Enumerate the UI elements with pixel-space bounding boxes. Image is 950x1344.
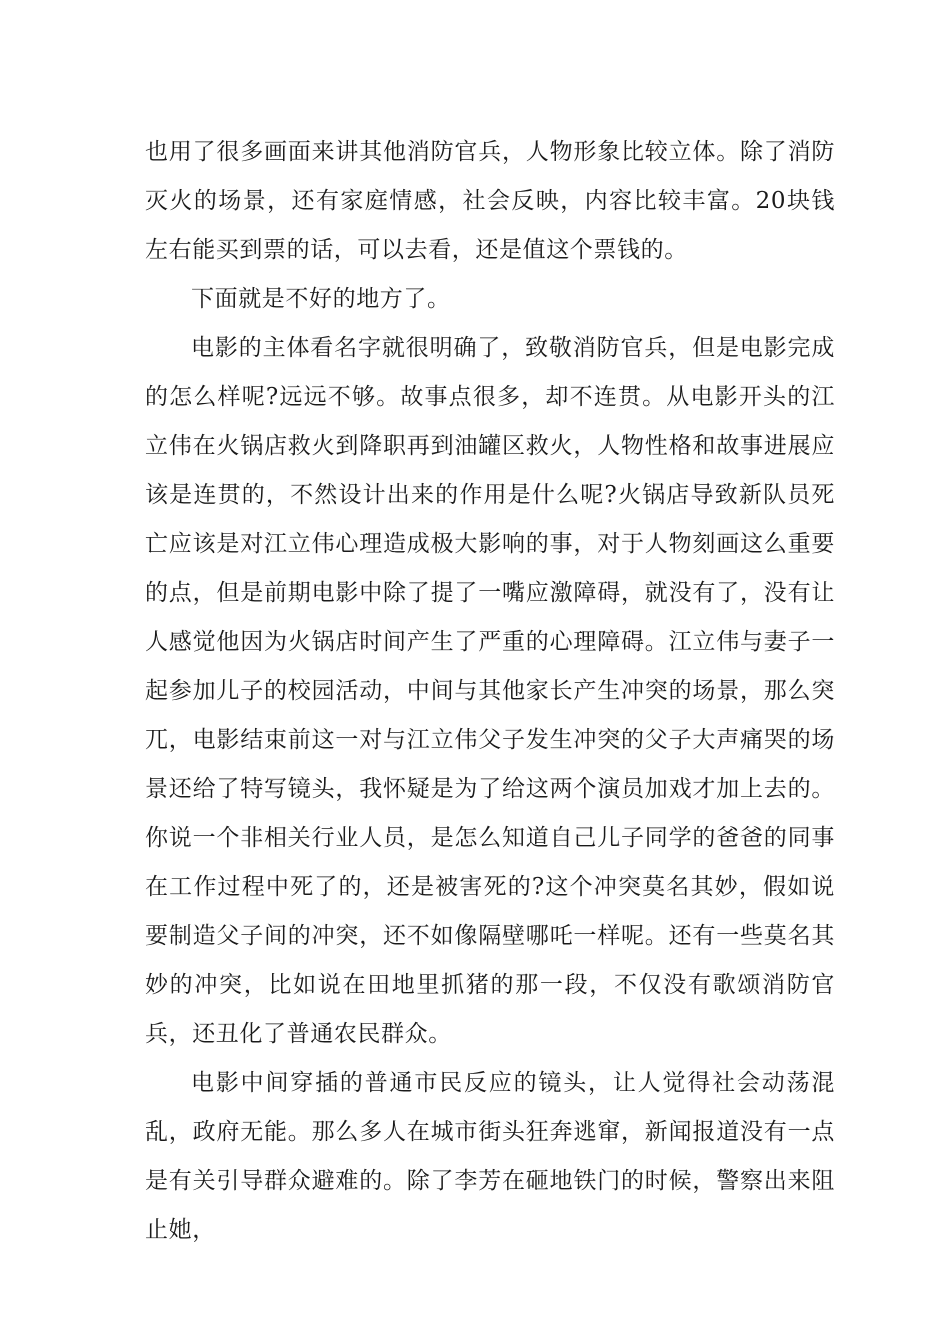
- paragraph: 电影中间穿插的普通市民反应的镜头，让人觉得社会动荡混乱，政府无能。那么多人在城市街头狂奔逃窜，新闻报道没有一点是有关引导群众避难的。除了李芳在砸地铁门的时候，警察出来阻止她，: [145, 1070, 835, 1243]
- paragraph: 下面就是不好的地方了。: [191, 286, 451, 312]
- document-body: [145, 128, 835, 1255]
- paragraph: 电影的主体看名字就很明确了，致敬消防官兵，但是电影完成的怎么样呢?远远不够。故事点很多，却不连贯。从电影开头的江立伟在火锅店救火到降职再到油罐区救火，人物性格和故事进展应该是连贯的，不然设计出来的作用是什么呢?火锅店导致新队员死亡应该是对江立伟心理造成极大影响的事，对于人物刻画这么重要的点，但是前期电影中除了提了一嘴应激障碍，就没有了，没有让人感觉他因为火锅店时间产生了严重的心理障碍。江立伟与妻子一起参加儿子的校园活动，中间与其他家长产生冲突的场景，那么突兀，电影结束前这一对与江立伟父子发生冲突的父子大声痛哭的场景还给了特写镜头，我怀疑是为了给这两个演员加戏才加上去的。你说一个非相关行业人员，是怎么知道自己儿子同学的爸爸的同事在工作过程中死了的，还是被害死的?这个冲突莫名其妙，假如说要制造父子间的冲突，还不如像隔壁哪吒一样呢。还有一些莫名其妙的冲突，比如说在田地里抓猪的那一段，不仅没有歌颂消防官兵，还丑化了普通农民群众。: [145, 335, 835, 1047]
- paragraph-continued: 也用了很多画面来讲其他消防官兵，人物形象比较立体。除了消防灭火的场景，还有家庭情感，社会反映，内容比较丰富。20块钱左右能买到票的话，可以去看，还是值这个票钱的。: [145, 139, 835, 263]
